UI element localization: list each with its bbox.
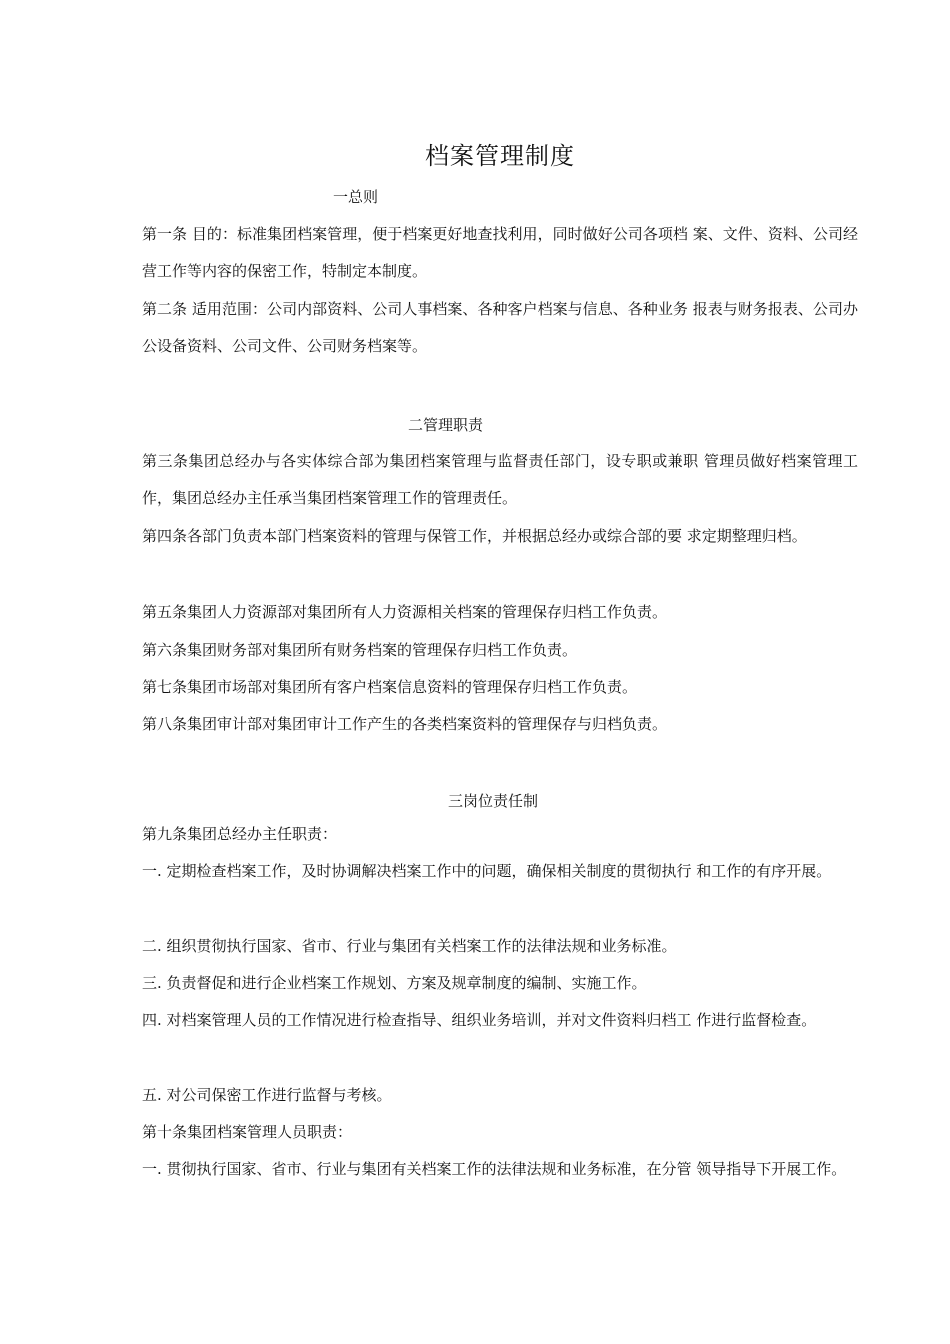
paragraph-article-3: 第三条集团总经办与各实体综合部为集团档案管理与监督责任部门，设专职或兼职 管理员做好档案管理工作，集团总经办主任承当集团档案管理工作的管理责任。 (142, 452, 858, 507)
list-item-9-1: 一. 定期检查档案工作，及时协调解决档案工作中的问题，确保相关制度的贯彻执行 和工作的有序开展。 (142, 862, 832, 880)
paragraph-article-9: 第九条集团总经办主任职责： (142, 825, 338, 843)
paragraph-article-5: 第五条集团人力资源部对集团所有人力资源相关档案的管理保存归档工作负责。 (142, 603, 668, 621)
section-heading-management-duties: 二管理职责 (408, 416, 484, 434)
section-heading-general: 一总则 (333, 188, 379, 206)
paragraph-article-1: 第一条 目的：标准集团档案管理，便于档案更好地查找利用，同时做好公司各项档 案、文件、资料、公司经营工作等内容的保密工作，特制定本制度。 (142, 225, 858, 280)
paragraph-article-6: 第六条集团财务部对集团所有财务档案的管理保存归档工作负责。 (142, 641, 578, 659)
section-heading-post-responsibility: 三岗位责任制 (448, 792, 539, 810)
list-item-9-3: 三. 负责督促和进行企业档案工作规划、方案及规章制度的编制、实施工作。 (142, 974, 647, 992)
paragraph-article-2: 第二条 适用范围：公司内部资料、公司人事档案、各种客户档案与信息、各种业务 报表与财务报表、公司办公设备资料、公司文件、公司财务档案等。 (142, 300, 858, 355)
list-item-9-2: 二. 组织贯彻执行国家、省市、行业与集团有关档案工作的法律法规和业务标准。 (142, 937, 677, 955)
paragraph-article-4: 第四条各部门负责本部门档案资料的管理与保管工作，并根据总经办或综合部的要 求定期整理归档。 (142, 527, 807, 545)
paragraph-article-8: 第八条集团审计部对集团审计工作产生的各类档案资料的管理保存与归档负责。 (142, 715, 668, 733)
document-title: 档案管理制度 (425, 142, 575, 170)
list-item-9-4: 四. 对档案管理人员的工作情况进行检查指导、组织业务培训，并对文件资料归档工 作进行监督检查。 (142, 1011, 817, 1029)
paragraph-article-10: 第十条集团档案管理人员职责： (142, 1123, 353, 1141)
list-item-9-5: 五. 对公司保密工作进行监督与考核。 (142, 1086, 392, 1104)
paragraph-article-7: 第七条集团市场部对集团所有客户档案信息资料的管理保存归档工作负责。 (142, 678, 638, 696)
list-item-10-1: 一. 贯彻执行国家、省市、行业与集团有关档案工作的法律法规和业务标准，在分管 领导指导下开展工作。 (142, 1160, 847, 1178)
